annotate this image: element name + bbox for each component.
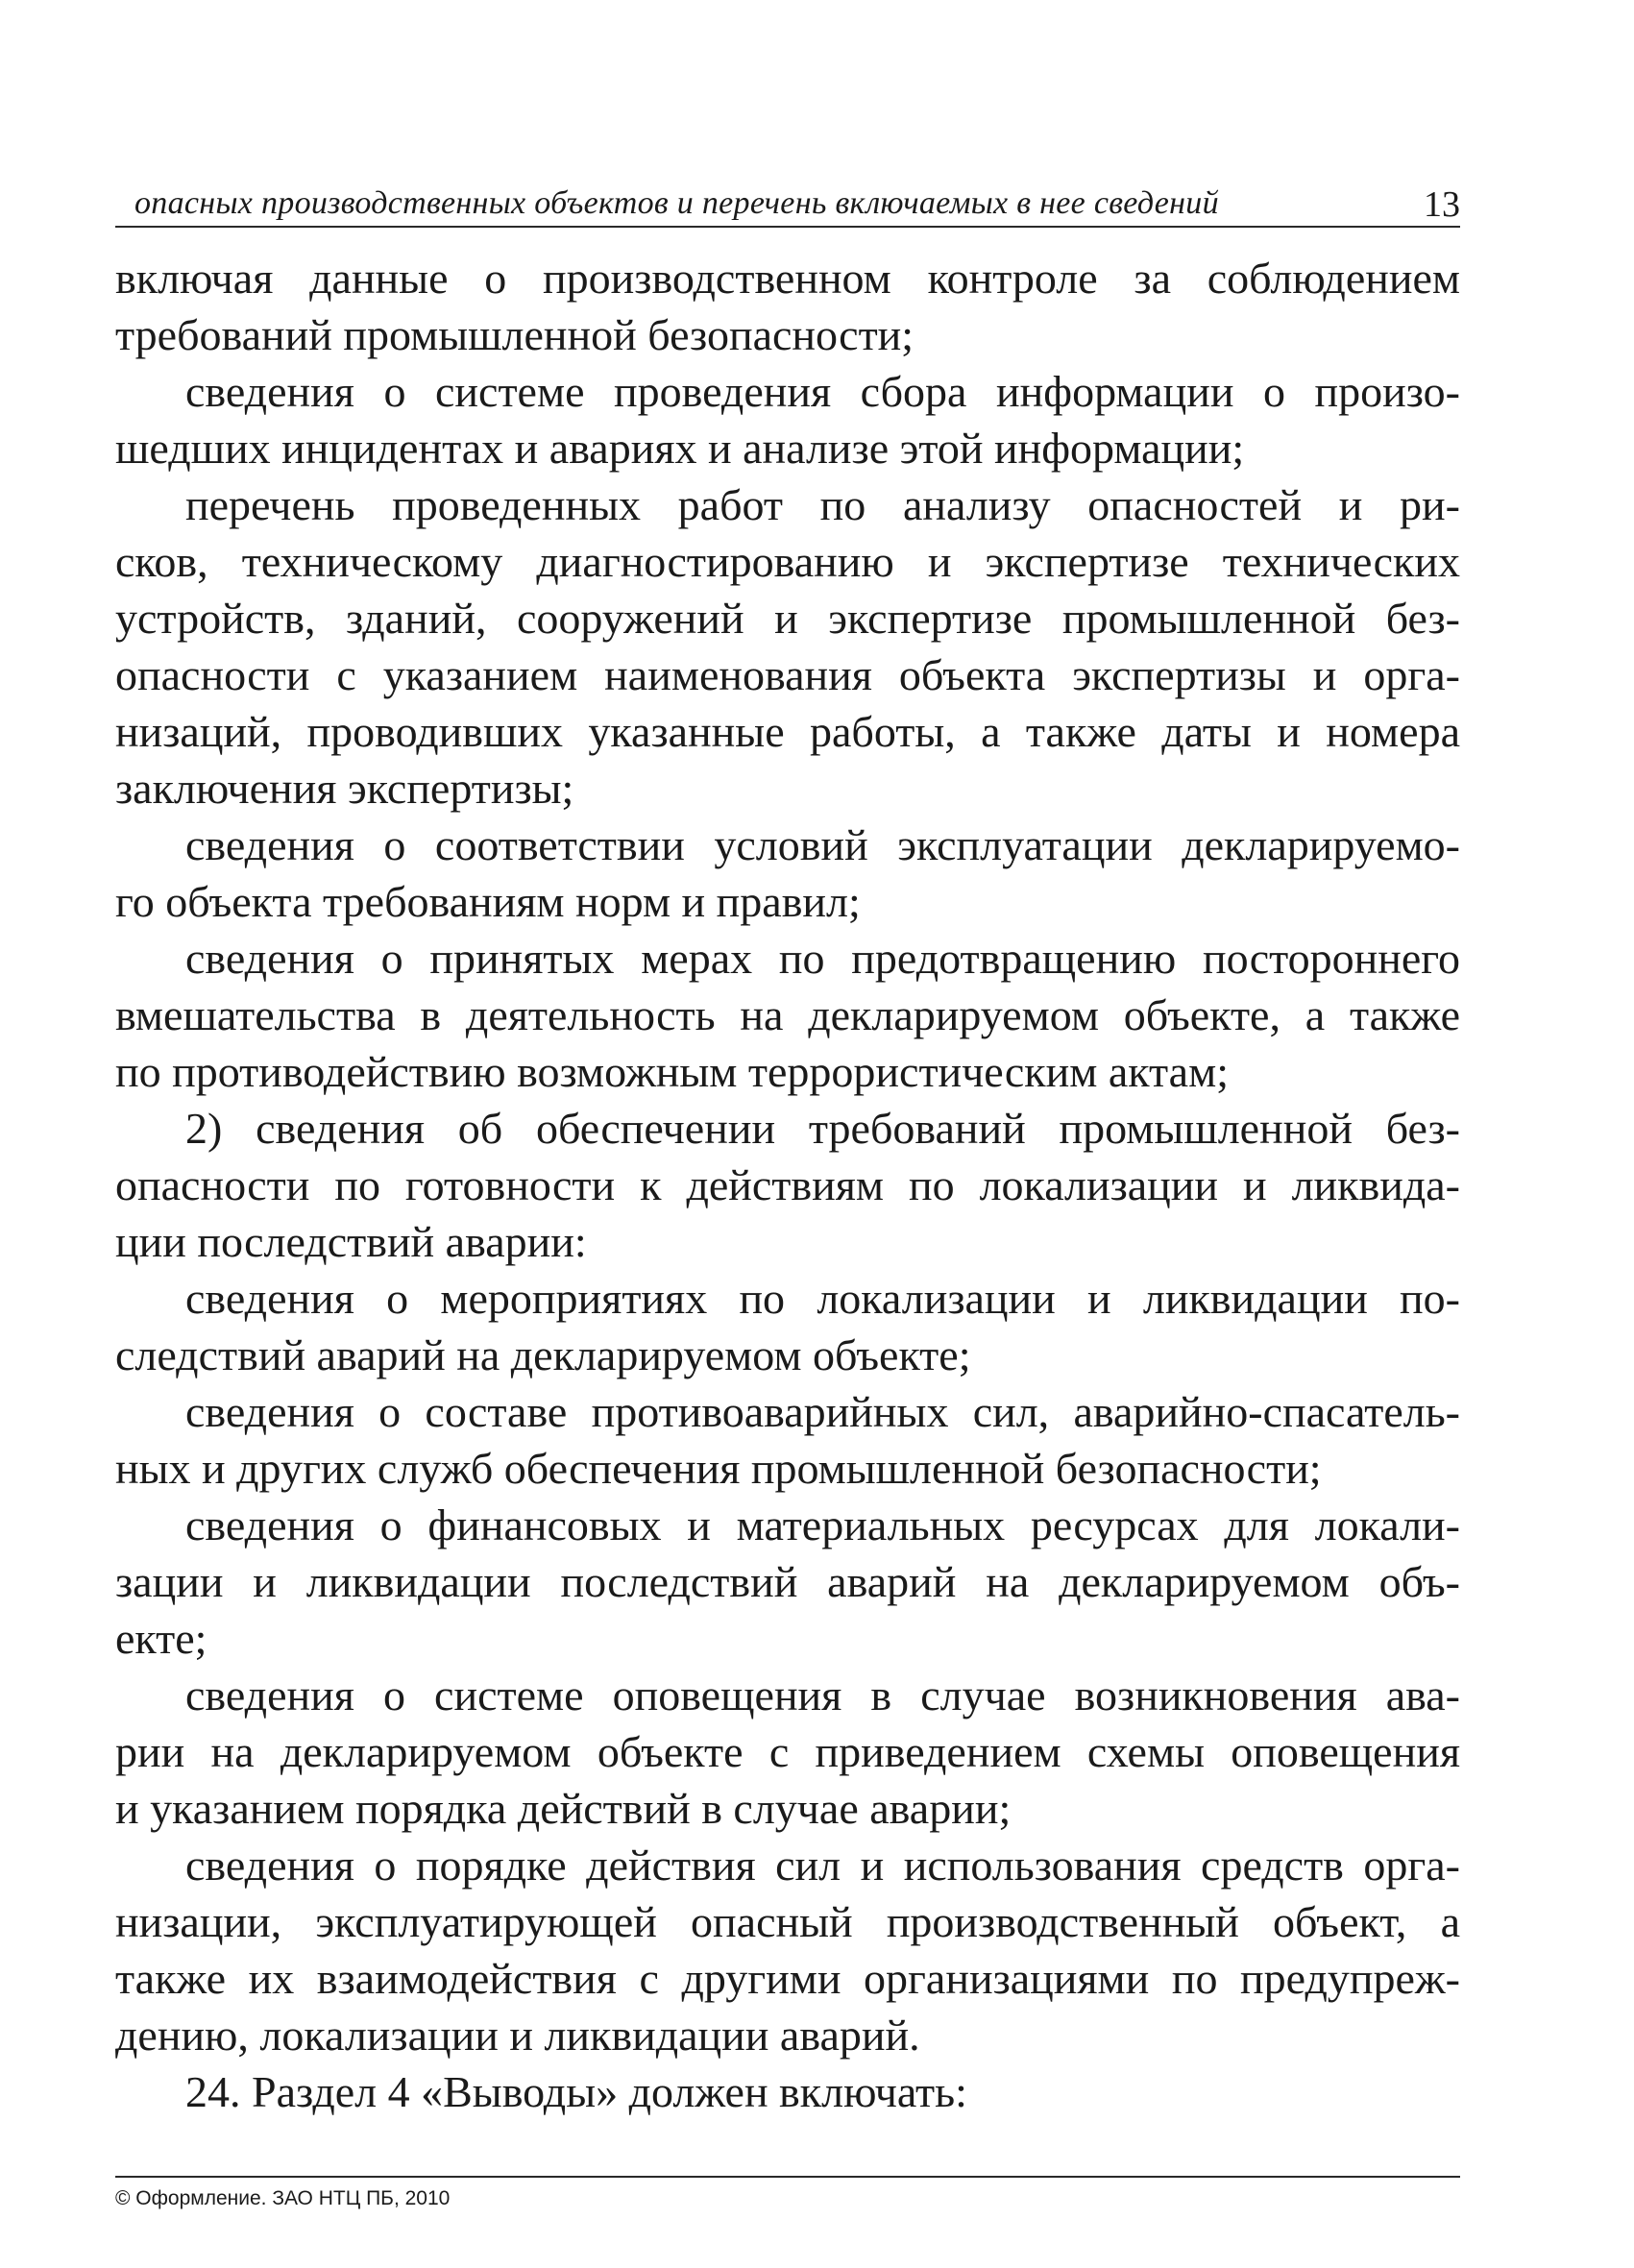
text-line: шедших инцидентах и авариях и анализе этой информации; [115, 424, 1245, 473]
running-header [115, 178, 1460, 228]
text-line: зации и ликвидации последствий аварий на декларируемом объ- [115, 1557, 1460, 1606]
document-page [115, 178, 1460, 2209]
text-line: вмешательства в деятельность на декларируемом объекте, а также [115, 990, 1460, 1039]
text-line: ции последствий аварии: [115, 1217, 587, 1266]
text-line: 24. Раздел 4 «Выводы» должен включать: [185, 2067, 967, 2116]
text-line: сведения о системе оповещения в случае возникновения ава- [185, 1671, 1460, 1719]
text-line: рии на декларируемом объекте с приведением схемы оповещения [115, 1727, 1460, 1776]
text-line: сведения о порядке действия сил и использования средств орга- [185, 1841, 1460, 1890]
text-line: включая данные о производственном контроле за соблюдением [115, 254, 1460, 303]
text-line: дению, локализации и ликвидации аварий. [115, 2011, 920, 2060]
text-line: опасности с указанием наименования объекта экспертизы и орга- [115, 650, 1460, 699]
body-text [115, 250, 1460, 2120]
footer [115, 2176, 1460, 2210]
text-line: также их взаимодействия с другими организациями по предупреж- [115, 1954, 1460, 2003]
text-line: екте; [115, 1614, 207, 1663]
text-line: го объекта требованиям норм и правил; [115, 877, 861, 926]
text-line: 2) сведения об обеспечении требований промышленной без- [185, 1104, 1460, 1153]
text-line: низации, эксплуатирующей опасный производственный объект, а [115, 1897, 1460, 1946]
text-line: сведения о принятых мерах по предотвращению постороннего [185, 934, 1460, 983]
text-line: сведения о системе проведения сбора информации о произо- [185, 367, 1460, 416]
text-line: сведения о соответствии условий эксплуатации декларируемо- [185, 820, 1460, 869]
text-line: по противодействию возможным террористическим актам; [115, 1047, 1229, 1096]
text-line: заключения экспертизы; [115, 764, 574, 813]
text-line: устройств, зданий, сооружений и экспертизе промышленной без- [115, 594, 1460, 643]
text-line: сведения о составе противоаварийных сил, аварийно-спасатель- [185, 1387, 1460, 1436]
text-line: сведения о финансовых и материальных ресурсах для локали- [185, 1500, 1460, 1549]
text-line: перечень проведенных работ по анализу опасностей и ри- [185, 480, 1460, 529]
text-line: сков, техническому диагностированию и экспертизе технических [115, 537, 1460, 586]
copyright-notice: © Оформление. ЗАО НТЦ ПБ, 2010 [115, 2187, 451, 2209]
text-line: низаций, проводивших указанные работы, а также даты и номера [115, 707, 1460, 756]
text-line: сведения о мероприятиях по локализации и ликвидации по- [185, 1274, 1460, 1323]
text-line: ных и других служб обеспечения промышленной безопасности; [115, 1444, 1322, 1493]
text-line: и указанием порядка действий в случае аварии; [115, 1784, 1012, 1833]
page-number: 13 [1424, 184, 1460, 225]
running-title: опасных производственных объектов и перечень включаемых в нее сведений [134, 185, 1219, 221]
text-line: опасности по готовности к действиям по локализации и ликвида- [115, 1160, 1460, 1209]
text-line: следствий аварий на декларируемом объекте; [115, 1330, 971, 1379]
text-line: требований промышленной безопасности; [115, 310, 915, 359]
